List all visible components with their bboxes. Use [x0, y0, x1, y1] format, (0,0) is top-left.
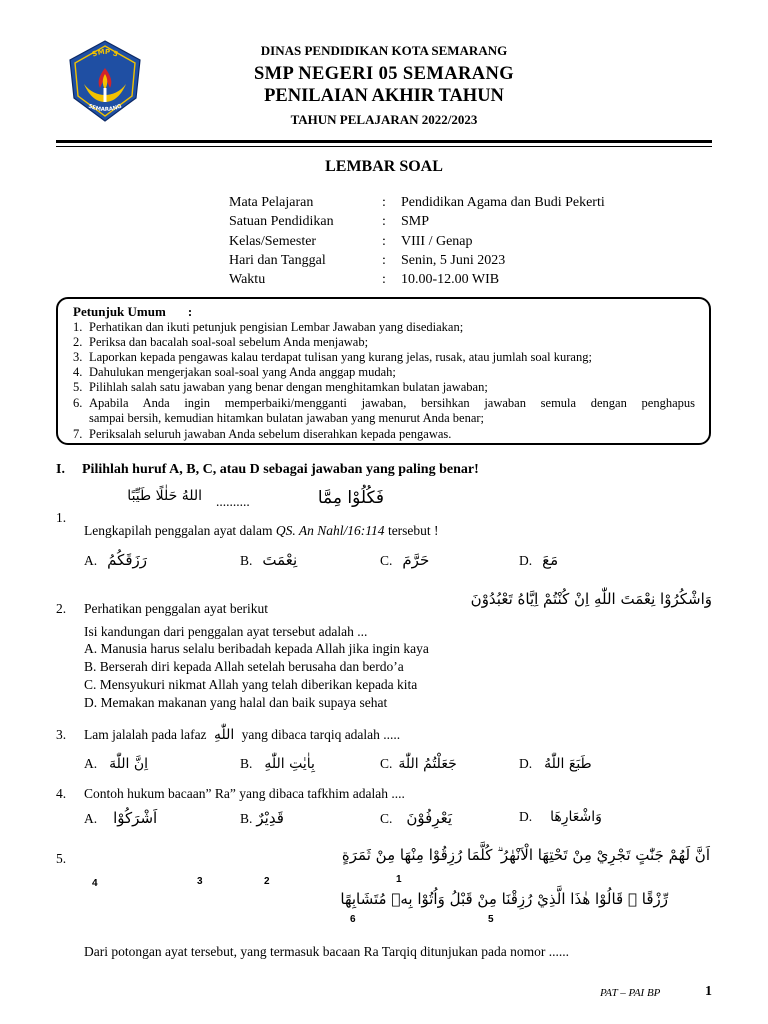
academic-year: TAHUN PELAJARAN 2022/2023 — [290, 112, 478, 127]
marker-5: 5 — [488, 914, 494, 925]
marker-2: 2 — [264, 876, 270, 887]
q5-arabic-line-1: اَنَّ لَهُمْ جَنّٰتٍ تَجْرِيْ مِنْ تَحْتِهَا الْاَنْهٰرُ ۗ كُلَّمَا رُزِقُوْا مِنْهَا مِنْ ثَمَرَةٍ — [341, 846, 710, 864]
question-number: 2. — [56, 601, 67, 616]
info-label: Kelas/Semester — [229, 234, 317, 249]
option-d[interactable]: D. وَاشْعَارِهَا — [519, 809, 602, 825]
logo-top-text: SMP 5 — [90, 47, 120, 59]
q1-arabic-verse: فَكُلُوْا مِمَّا .......... اللهُ حَلٰلًا طَيِّبًا — [127, 488, 384, 509]
page-number: 1 — [705, 984, 712, 999]
exam-name: PENILAIAN AKHIR TAHUN — [264, 86, 504, 106]
info-value: SMP — [401, 214, 430, 229]
instructions-title: Petunjuk Umum : — [73, 304, 193, 319]
sheet-title: LEMBAR SOAL — [325, 158, 443, 175]
info-value: Senin, 5 Juni 2023 — [401, 253, 506, 268]
question-text: Dari potongan ayat tersebut, yang termasuk bacaan Ra Tarqiq ditunjukan pada nomor ...... — [84, 944, 570, 959]
option-b[interactable]: B. قَدِيْرٌ — [240, 809, 284, 827]
marker-1: 1 — [396, 874, 402, 885]
question-text: Perhatikan penggalan ayat berikut — [84, 601, 269, 616]
option-a[interactable]: A. رَزَقَكُمُ — [84, 551, 148, 569]
question-prompt: Isi kandungan dari penggalan ayat tersebut adalah ... — [84, 624, 368, 639]
question-text: Lam jalalah pada lafaz اللّٰهِ yang dibaca tarqiq adalah ..... — [84, 727, 401, 743]
info-label: Mata Pelajaran — [229, 195, 314, 210]
info-value: 10.00-12.00 WIB — [401, 272, 500, 287]
q5-arabic-line-2: رِّزْقًا ۙ قَالُوْا هٰذَا الَّذِيْ رُزِقْنَا مِنْ قَبْلُ وَاُتُوْا بِهٖ مُتَشَابِهًا — [340, 890, 668, 908]
marker-4: 4 — [92, 878, 98, 889]
info-value: Pendidikan Agama dan Budi Pekerti — [401, 195, 605, 210]
option-a[interactable]: A. اِنَّ اللّٰهَ — [84, 756, 149, 772]
office-name: DINAS PENDIDIKAN KOTA SEMARANG — [260, 43, 508, 58]
footer-code: PAT – PAI BP — [600, 987, 661, 999]
option-b[interactable]: B. نِعْمَتَ — [240, 551, 298, 569]
section-heading: I. Pilihlah huruf A, B, C, atau D sebagai jawaban yang paling benar! — [56, 462, 479, 477]
question-text: Lengkapilah penggalan ayat dalam QS. An Nahl/16:114 tersebut ! — [84, 523, 439, 538]
option-b[interactable]: B. Berserah diri kepada Allah setelah berusaha dan berdo’a — [84, 659, 404, 674]
header-rule-thin — [56, 146, 712, 147]
option-c[interactable]: C. Mensyukuri nikmat Allah yang telah diberikan kepada kita — [84, 677, 418, 692]
info-label: Satuan Pendidikan — [229, 214, 334, 229]
question-text: Contoh hukum bacaan” Ra” yang dibaca tafkhim adalah .... — [84, 786, 405, 801]
question-number: 4. — [56, 786, 67, 801]
option-d[interactable]: D. مَعَ — [519, 551, 559, 569]
info-label: Waktu — [229, 272, 266, 287]
option-d[interactable]: D. Memakan makanan yang halal dan baik supaya sehat — [84, 695, 388, 710]
question-number: 1. — [56, 510, 67, 525]
header-rule-thick — [56, 140, 712, 143]
info-value: VIII / Genap — [401, 234, 473, 249]
question-number: 5. — [56, 851, 67, 866]
marker-6: 6 — [350, 914, 356, 925]
option-c[interactable]: C. جَعَلْتُمُ اللّٰهَ — [380, 756, 457, 772]
option-a[interactable]: A. Manusia harus selalu beribadah kepada Allah jika ingin kaya — [84, 641, 429, 656]
option-c[interactable]: C. حَرَّمَ — [380, 551, 430, 569]
option-c[interactable]: C. يَعْرِفُوْنَ — [380, 809, 453, 827]
option-b[interactable]: B. بِاٰيٰتِ اللّٰهِ — [240, 756, 315, 772]
school-name: SMP NEGERI 05 SEMARANG — [253, 64, 515, 84]
logo-bottom-text: SEMARANG — [87, 103, 123, 114]
marker-3: 3 — [197, 876, 203, 887]
question-number: 3. — [56, 727, 67, 742]
option-d[interactable]: D. طَبَعَ اللّٰهُ — [519, 756, 592, 772]
info-label: Hari dan Tanggal — [229, 253, 326, 268]
option-a[interactable]: A. اَشْرَكُوْا — [84, 809, 158, 827]
q2-arabic-verse: وَاشْكُرُوْا نِعْمَتَ اللّٰهِ اِنْ كُنْتُمْ اِيَّاهُ تَعْبُدُوْنَ — [470, 590, 712, 608]
